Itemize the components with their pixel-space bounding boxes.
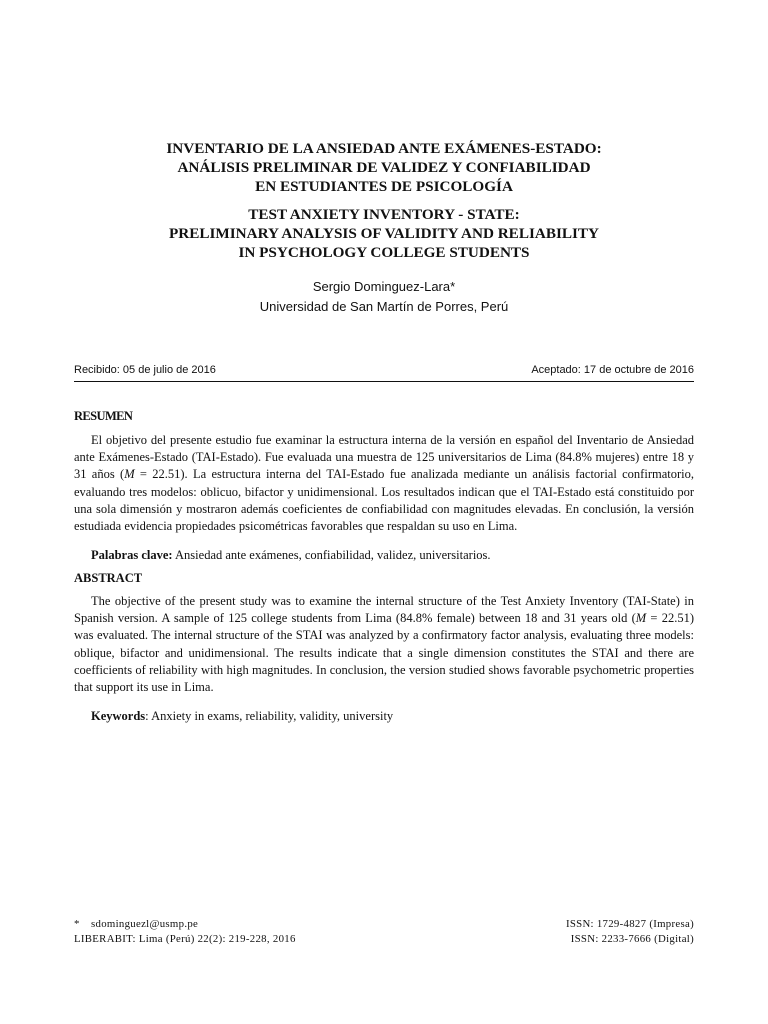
- title-spanish: [74, 139, 694, 196]
- abstract-text-b: = 22.51) was evaluated. The internal structure of the STAI was analyzed by a confirmatory factor analysis, evaluating three models: oblique, bifactor and unidimensional. The results indicate that a single dimension constitutes the STAI and there are coefficients of reliability with high magnitudes. In conclusion, the version studied shows favorable psychometric properties that support its use in Lima.: [74, 611, 694, 695]
- issn-digital: ISSN: 2233-7666 (Digital): [570, 933, 694, 945]
- accepted-date: Aceptado: 17 de octubre de 2016: [531, 364, 694, 376]
- title-en-line-3: IN PSYCHOLOGY COLLEGE STUDENTS: [238, 244, 530, 261]
- abstract-section: [74, 570, 694, 725]
- abstract-text-a: The objective of the present study was to examine the internal structure of the Test Anxiety Inventory (TAI-State) in Spanish version. A sample of 125 college students from Lima (84.8% female) between 18 and 31 years old (: [74, 594, 694, 626]
- resumen-text-b: = 22.51). La estructura interna del TAI-Estado fue analizada mediante un análisis factorial confirmatorio, evaluando tres modelos: oblicuo, bifactor y unidimensional. Los resultados indican que el TAI-Estado está constituido por una sola dimensión y mostraron además coeficientes de confiabilidad con magnitudes elevadas. En conclusión, la versión estudiada evidencia propiedades psicométricas favorables que respaldan su uso en Lima.: [74, 467, 694, 534]
- resumen-mean-symbol: M: [124, 467, 135, 482]
- dates-bar: [74, 364, 694, 382]
- title-en-line-1: TEST ANXIETY INVENTORY - STATE:: [248, 206, 520, 223]
- title-es-line-3: EN ESTUDIANTES DE PSICOLOGÍA: [255, 178, 513, 195]
- abstract-keywords: [74, 708, 694, 725]
- abstract-keywords-text: : Anxiety in exams, reliability, validity, university: [145, 709, 394, 724]
- resumen-keywords: [74, 547, 694, 564]
- footnote-mark: *: [74, 918, 80, 930]
- author-name: Sergio Dominguez-Lara*: [312, 279, 456, 294]
- footnote: [74, 917, 198, 932]
- author-block: [74, 277, 694, 317]
- title-es-line-2: ANÁLISIS PRELIMINAR DE VALIDEZ Y CONFIABILIDAD: [177, 159, 591, 176]
- resumen-keywords-label: Palabras clave:: [91, 548, 173, 563]
- title-en-line-2: PRELIMINARY ANALYSIS OF VALIDITY AND RELIABILITY: [168, 225, 600, 242]
- issn-print: ISSN: 1729-4827 (Impresa): [565, 918, 694, 930]
- page-footer: [74, 917, 694, 947]
- abstract-mean-symbol: M: [635, 611, 647, 626]
- resumen-text-a: El objetivo del presente estudio fue examinar la estructura interna de la versión en español del Inventario de Ansiedad ante Exámenes-Estado (TAI-Estado). Fue evaluada una muestra de 125 universitarios de Lima (84.8% mujeres) entre 18 y 31 años (: [74, 433, 694, 482]
- resumen-paragraph: [74, 432, 694, 535]
- resumen-keywords-text: Ansiedad ante exámenes, confiabilidad, validez, universitarios.: [172, 548, 491, 563]
- abstract-paragraph: [74, 593, 694, 696]
- resumen-section: [74, 408, 694, 564]
- abstract-keywords-label: Keywords: [91, 709, 146, 724]
- title-english: [74, 205, 694, 262]
- resumen-heading: RESUMEN: [74, 409, 133, 423]
- author-affiliation: Universidad de San Martín de Porres, Perú: [259, 299, 509, 314]
- abstract-heading: ABSTRACT: [74, 571, 143, 585]
- title-es-line-1: INVENTARIO DE LA ANSIEDAD ANTE EXÁMENES-ESTADO:: [166, 140, 602, 157]
- journal-citation: LIBERABIT: Lima (Perú) 22(2): 219-228, 2016: [74, 933, 296, 945]
- received-date: Recibido: 05 de julio de 2016: [74, 364, 216, 376]
- author-email: sdominguezl@usmp.pe: [91, 918, 199, 930]
